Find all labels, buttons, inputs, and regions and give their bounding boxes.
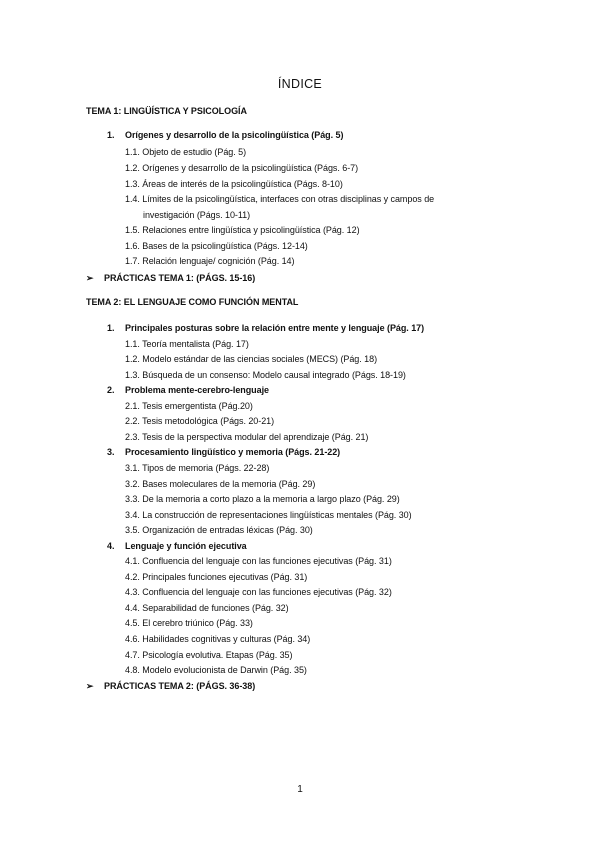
arrow-bullet-icon: ➢ bbox=[86, 681, 94, 691]
toc-subentry: 4.2. Principales funciones ejecutivas (Pág. 31) bbox=[125, 571, 308, 582]
toc-entry: Procesamiento lingüístico y memoria (Págs. 21-22) bbox=[125, 447, 341, 458]
toc-entry: Problema mente-cerebro-lenguaje bbox=[125, 385, 269, 396]
practicas-entry: PRÁCTICAS TEMA 1: (PÁGS. 15-16) bbox=[104, 273, 256, 283]
toc-subentry: 1.6. Bases de la psicolingüística (Págs. 12-14) bbox=[125, 241, 308, 251]
toc-subentry: 4.1. Confluencia del lenguaje con las funciones ejecutivas (Pág. 31) bbox=[125, 556, 392, 567]
toc-subentry: 3.3. De la memoria a corto plazo a la memoria a largo plazo (Pág. 29) bbox=[125, 494, 400, 505]
toc-subentry: 3.5. Organización de entradas léxicas (Pág. 30) bbox=[125, 525, 313, 536]
section-number: 2. bbox=[107, 385, 115, 396]
page-number: 1 bbox=[297, 784, 303, 795]
section-heading: TEMA 1: LINGÜÍSTICA Y PSICOLOGÍA bbox=[86, 106, 247, 116]
toc-subentry: 2.1. Tesis emergentista (Pág.20) bbox=[125, 400, 253, 411]
toc-subentry: 1.3. Áreas de interés de la psicolingüística (Págs. 8-10) bbox=[125, 179, 343, 189]
toc-entry: Lenguaje y función ejecutiva bbox=[125, 540, 247, 551]
toc-subentry: 1.7. Relación lenguaje/ cognición (Pág. 14) bbox=[125, 256, 295, 266]
toc-subentry: 4.6. Habilidades cognitivas y culturas (Pág. 34) bbox=[125, 634, 311, 644]
toc-subentry: 4.4. Separabilidad de funciones (Pág. 32) bbox=[125, 602, 289, 613]
toc-subentry: 3.1. Tipos de memoria (Págs. 22-28) bbox=[125, 462, 270, 473]
section-heading: TEMA 2: EL LENGUAJE COMO FUNCIÓN MENTAL bbox=[86, 297, 299, 307]
toc-subentry: 1.3. Búsqueda de un consenso: Modelo causal integrado (Págs. 18-19) bbox=[125, 369, 406, 380]
toc-subentry: 3.4. La construcción de representaciones lingüísticas mentales (Pág. 30) bbox=[125, 509, 412, 520]
toc-subentry: 4.5. El cerebro triúnico (Pág. 33) bbox=[125, 618, 253, 629]
toc-entry: Principales posturas sobre la relación entre mente y lenguaje (Pág. 17) bbox=[125, 323, 425, 333]
practicas-entry: PRÁCTICAS TEMA 2: (PÁGS. 36-38) bbox=[104, 681, 256, 691]
toc-subentry: 2.3. Tesis de la perspectiva modular del aprendizaje (Pág. 21) bbox=[125, 431, 369, 442]
page-title: ÍNDICE bbox=[277, 77, 323, 91]
toc-subentry: 1.5. Relaciones entre lingüística y psicolingüística (Pág. 12) bbox=[125, 225, 360, 235]
section-number: 4. bbox=[107, 540, 115, 551]
toc-subentry: 4.3. Confluencia del lenguaje con las funciones ejecutivas (Pág. 32) bbox=[125, 587, 392, 598]
toc-subentry: investigación (Págs. 10-11) bbox=[143, 210, 251, 220]
toc-subentry: 3.2. Bases moleculares de la memoria (Pág. 29) bbox=[125, 478, 316, 489]
section-number: 1. bbox=[107, 130, 115, 140]
section-number: 1. bbox=[107, 323, 115, 333]
toc-subentry: 4.7. Psicología evolutiva. Etapas (Pág. 35) bbox=[125, 649, 293, 660]
toc-subentry: 1.2. Modelo estándar de las ciencias sociales (MECS) (Pág. 18) bbox=[125, 354, 378, 365]
toc-subentry: 1.4. Límites de la psicolingüística, interfaces con otras disciplinas y campos de bbox=[125, 194, 435, 204]
arrow-bullet-icon: ➢ bbox=[86, 273, 94, 283]
section-number: 3. bbox=[107, 447, 115, 458]
toc-subentry: 4.8. Modelo evolucionista de Darwin (Pág. 35) bbox=[125, 665, 307, 676]
toc-subentry: 1.1. Objeto de estudio (Pág. 5) bbox=[125, 147, 247, 157]
toc-subentry: 1.2. Orígenes y desarrollo de la psicolingüística (Págs. 6-7) bbox=[125, 163, 359, 173]
toc-subentry: 1.1. Teoría mentalista (Pág. 17) bbox=[125, 338, 249, 349]
toc-entry: Orígenes y desarrollo de la psicolingüística (Pág. 5) bbox=[125, 130, 344, 140]
toc-subentry: 2.2. Tesis metodológica (Págs. 20-21) bbox=[125, 416, 275, 427]
